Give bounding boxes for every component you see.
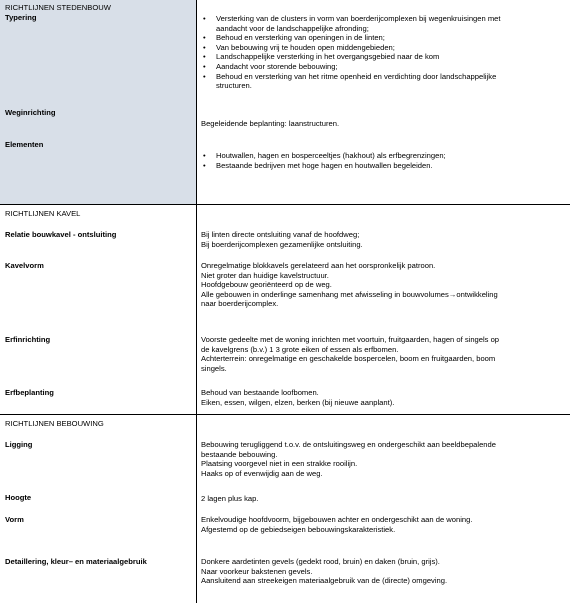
list-item: • Behoud en versterking van openingen in de linten;	[201, 33, 500, 43]
erfbeplanting-label: Erfbeplanting	[5, 388, 54, 397]
list-item: • Versterking van de clusters in vorm van boerderijcomplexen bij wegenkruisingen met	[201, 14, 500, 24]
text-line: Voorste gedeelte met de woning inrichten met voortuin, fruitgaarden, hagen of singels op	[201, 335, 500, 344]
kavelvorm-label: Kavelvorm	[5, 261, 44, 270]
section-kavel	[0, 204, 570, 414]
weginrichting-value: Begeleidende beplanting: laanstructuren.	[201, 119, 340, 128]
section-header: RICHTLIJNEN KAVEL	[5, 209, 81, 218]
list-item: • Houtwallen, hagen en bosperceeltjes (hakhout) als erfbegrenzingen;	[201, 151, 446, 161]
elementen-label: Elementen	[5, 140, 44, 149]
text-line: Onregelmatige blokkavels gerelateerd aan het oorspronkelijk patroon.	[201, 261, 436, 270]
text-line: Behoud van bestaande loofbomen.	[201, 388, 319, 397]
text-line: de kavelgrens (b.v.) 1 3 grote eiken of essen als erfbomen.	[201, 344, 399, 354]
ontsluiting-label: Relatie bouwkavel - ontsluiting	[5, 230, 117, 239]
hoogte-label: Hoogte	[5, 493, 32, 502]
section-stedenbouw	[0, 0, 570, 204]
elementen-list	[201, 151, 446, 170]
text-line: Plaatsing voorgevel niet in een strakke rooilijn.	[201, 459, 358, 469]
ligging-label: Ligging	[5, 440, 33, 449]
list-item: • Bestaande bedrijven met hoge hagen en houtwallen begeleiden.	[201, 161, 446, 171]
text-line: Enkelvoudige hoofdvoorm, bijgebouwen achter en ondergeschikt aan de woning.	[201, 515, 473, 524]
list-item: structuren.	[216, 81, 252, 91]
text-line: bestaande bebouwing.	[201, 449, 278, 459]
text-line: naar boerderijcomplex.	[201, 299, 279, 309]
list-item: aandacht voor de landschappelijke afronding;	[216, 23, 369, 33]
section-label-column	[0, 0, 197, 204]
text-line: Bebouwing terugliggend t.o.v. de ontsluitingsweg en ondergeschikt aan beeldbepalende	[201, 440, 496, 449]
text-line: Niet groter dan huidige kavelstructuur.	[201, 270, 329, 280]
text-line: Naar voorkeur bakstenen gevels.	[201, 566, 313, 576]
list-item: • Van bebouwing vrij te houden open middengebieden;	[201, 43, 500, 53]
section-header: RICHTLIJNEN STEDENBOUW	[5, 3, 111, 12]
detaillering-label: Detaillering, kleur– en materiaalgebruik	[5, 557, 147, 566]
text-line: Bij boerderijcomplexen gezamenlijke ontsluiting.	[201, 239, 363, 249]
text-line: singels.	[201, 363, 227, 373]
weginrichting-label: Weginrichting	[5, 108, 56, 117]
text-line: Aansluitend aan streekeigen materiaalgebruik van de (directe) omgeving.	[201, 576, 448, 586]
text-line: Donkere aardetinten gevels (gedekt rood, bruin) en daken (bruin, grijs).	[201, 557, 440, 566]
list-item: • Aandacht voor storende bebouwing;	[201, 62, 500, 72]
list-item: • Behoud en versterking van het ritme openheid en verdichting door landschappelijke	[201, 72, 500, 82]
text-line: Haaks op of evenwijdig aan de weg.	[201, 468, 323, 478]
text-line: Afgestemd op de gebiedseigen bebouwingskarakteristiek.	[201, 524, 396, 534]
text-line: 2 lagen plus kap.	[201, 494, 259, 503]
section-header: RICHTLIJNEN BEBOUWING	[5, 419, 104, 428]
typering-label: Typering	[5, 13, 37, 22]
vorm-label: Vorm	[5, 515, 24, 524]
list-item: • Landschappelijke versterking in het overgangsgebied naar de kom	[201, 52, 500, 62]
section-bebouwing	[0, 414, 570, 603]
text-line: Achterterrein: onregelmatige en geschakelde bospercelen, boom en fruitgaarden, boom	[201, 354, 496, 364]
text-line: Hoofdgebouw georiënteerd op de weg.	[201, 280, 332, 290]
typering-list	[201, 14, 500, 91]
erfinrichting-label: Erfinrichting	[5, 335, 51, 344]
text-line: Eiken, essen, wilgen, elzen, berken (bij nieuwe aanplant).	[201, 397, 395, 407]
text-line: Bij linten directe ontsluiting vanaf de hoofdweg;	[201, 230, 360, 239]
text-line: Alle gebouwen in onderlinge samenhang met afwisseling in bouwvolumes→ontwikkeling	[201, 289, 498, 299]
